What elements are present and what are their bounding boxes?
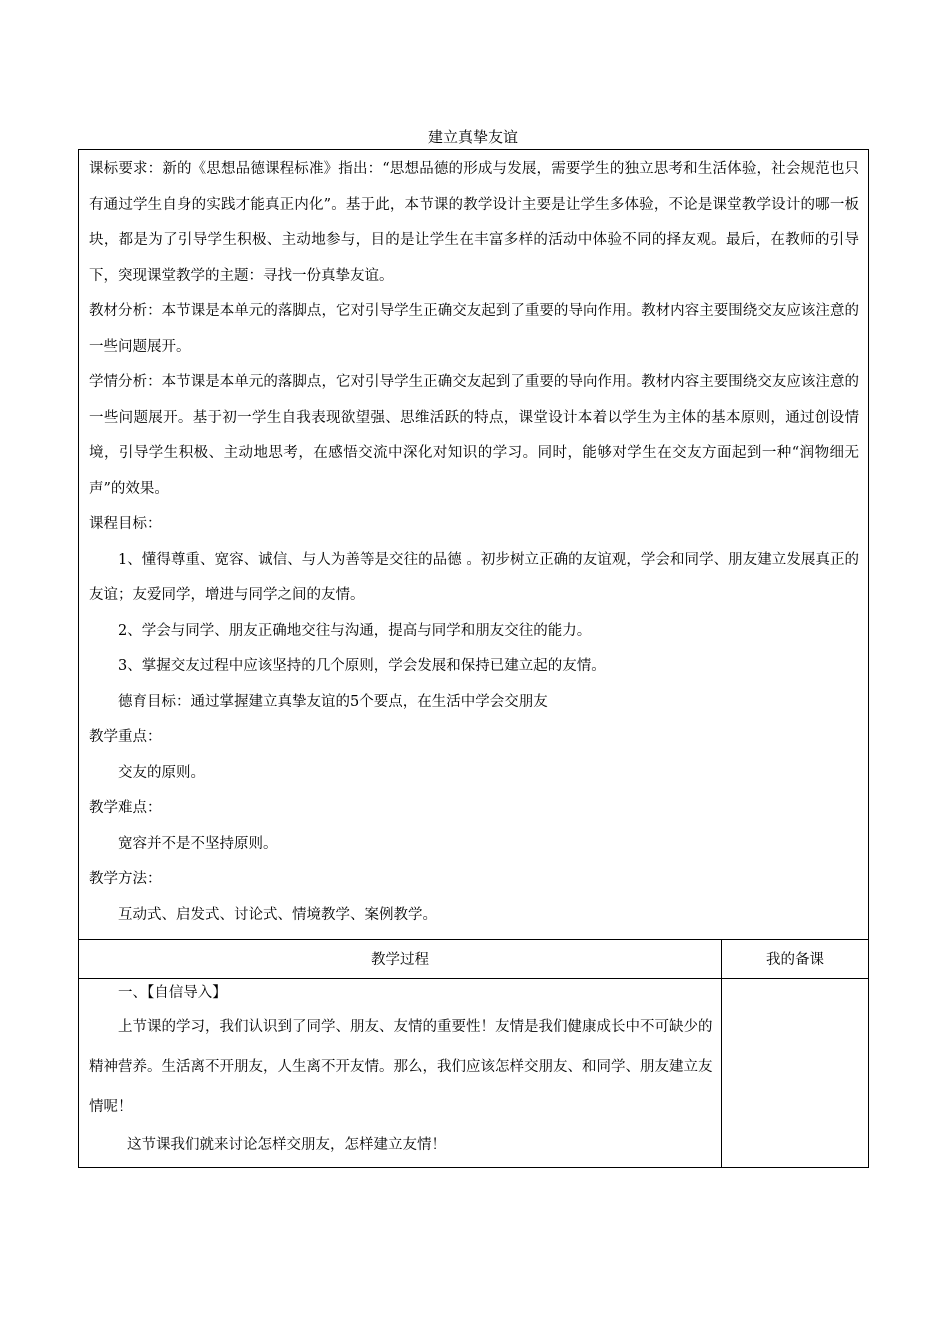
course-goal-2: 2、学会与同学、朋友正确地交往与沟通，提高与同学和朋友交往的能力。 — [118, 622, 592, 639]
teaching-methods: 互动式、启发式、讨论式、情境教学、案例教学。 — [118, 906, 437, 923]
process-header-row — [79, 939, 868, 978]
student-analysis: 学情分析：本节课是本单元的落脚点，它对引导学生正确交友起到了重要的导向作用。教材内容主要围绕交友应该注意的一些问题展开。基于初一学生自我表现欲望强、思维活跃的特点，课堂设计本着以学生为主体的基本原则，通过创设情境，引导学生积极、主动地思考，在感悟交流中深化对知识的学习。同时，能够对学生在交友方面起到一种“润物细无声”的效果。 — [89, 374, 859, 497]
process-content-cell — [79, 979, 722, 1167]
process-column-header: 教学过程 — [79, 940, 722, 978]
intro-paragraph: 上节课的学习，我们认识到了同学、朋友、友情的重要性！友情是我们健康成长中不可缺少的精神营养。生活离不开朋友，人生离不开友情。那么，我们应该怎样交朋友、和同学、朋友建立友情呢！ — [89, 1019, 713, 1115]
process-content-row — [79, 978, 868, 1167]
methods-label: 教学方法： — [89, 871, 162, 887]
lesson-overview-cell — [79, 150, 868, 939]
difficulty: 宽容并不是不坚持原则。 — [118, 835, 278, 852]
key-point: 交友的原则。 — [118, 764, 205, 781]
course-goals-label: 课程目标： — [89, 516, 162, 532]
moral-goal: 德育目标：通过掌握建立真挚友谊的5个要点，在生活中学会交朋友 — [118, 693, 548, 710]
notes-column-header: 我的备课 — [766, 952, 824, 968]
course-goal-3: 3、掌握交友过程中应该坚持的几个原则，学会发展和保持已建立起的友情。 — [118, 658, 606, 674]
lesson-plan-table — [78, 149, 869, 1168]
textbook-analysis: 教材分析：本节课是本单元的落脚点，它对引导学生正确交友起到了重要的导向作用。教材内容主要围绕交友应该注意的一些问题展开。 — [89, 303, 859, 355]
difficulty-label: 教学难点： — [89, 800, 162, 816]
document-title: 建立真挚友谊 — [427, 128, 518, 146]
course-goal-1: 1、懂得尊重、宽容、诚信、与人为善等是交往的品德 。初步树立正确的友谊观，学会和同学、朋友建立发展真正的友谊；友爱同学，增进与同学之间的友情。 — [89, 551, 859, 603]
key-point-label: 教学重点： — [89, 729, 162, 745]
my-notes-cell — [722, 979, 868, 1167]
curriculum-requirements: 课标要求：新的《思想品德课程标准》指出：“思想品德的形成与发展，需要学生的独立思考和生活体验，社会规范也只有通过学生自身的实践才能真正内化”。基于此，本节课的教学设计主要是让学生多体验，不论是课堂教学设计的哪一板块，都是为了引导学生积极、主动地参与，目的是让学生在丰富多样的活动中体验不同的择友观。最后，在教师的引导下，突现课堂教学的主题：寻找一份真挚友谊。 — [89, 161, 859, 284]
closing-paragraph: 这节课我们就来讨论怎样交朋友，怎样建立友情！ — [127, 1137, 446, 1153]
section-1-title: 一、【自信导入】 — [118, 985, 227, 1001]
